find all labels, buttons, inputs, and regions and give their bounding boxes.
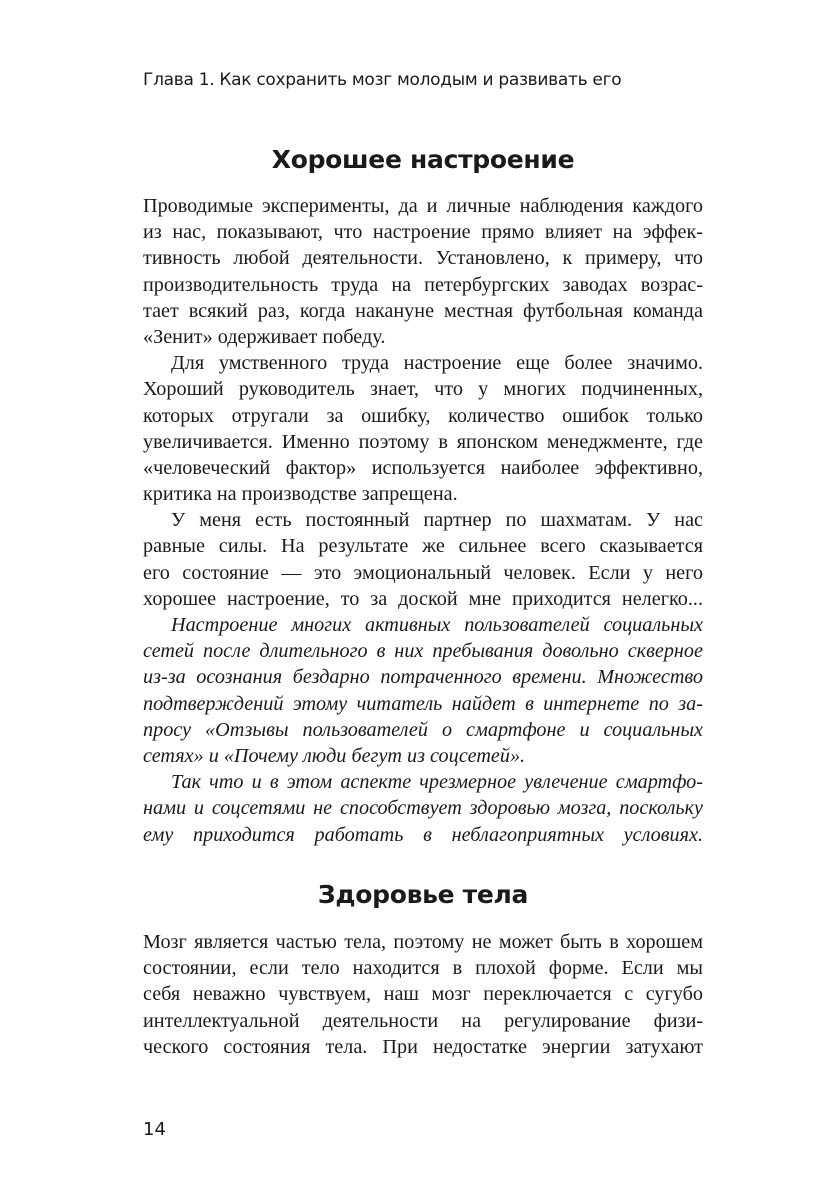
section-title-body-health: Здоровье тела (317, 880, 529, 909)
text-line: просу «Отзывы пользователей о смартфоне и социальных (143, 718, 703, 741)
running-header: Глава 1. Как сохранить мозг молодым и развивать его (143, 70, 622, 90)
text-line: сетях» и «Почему люди бегут из соцсетей». (143, 744, 526, 767)
text-line: тивность любой деятельности. Установлено, к примеру, что (143, 247, 703, 270)
text-line: его состояние — это эмоциональный человек. Если у него (143, 561, 703, 584)
text-line: ему приходится работать в неблагоприятных условиях. (143, 823, 703, 846)
text-line: интеллектуальной деятельности на регулирование физи- (143, 1009, 703, 1032)
text-line: тает всякий раз, когда накануне местная футбольная команда (143, 299, 703, 322)
text-line: У меня есть постоянный партнер по шахматам. У нас (171, 509, 703, 532)
page-number: 14 (143, 1119, 166, 1140)
text-line: Хороший руководитель знает, что у многих подчиненных, (143, 378, 703, 401)
text-line: Для умственного труда настроение еще более значимо. (171, 352, 703, 375)
text-line: нами и соцсетями не способствует здоровью мозга, поскольку (143, 797, 703, 820)
text-line: себя неважно чувствуем, наш мозг переключается с сугубо (143, 983, 703, 1006)
section-title-good-mood: Хорошее настроение (271, 145, 575, 174)
text-line: увеличивается. Именно поэтому в японском менеджменте, где (143, 430, 703, 453)
text-line: Мозг является частью тела, поэтому не может быть в хорошем (143, 931, 703, 953)
text-line: равные силы. На результате же сильнее всего сказывается (143, 535, 703, 558)
text-line: Так что и в этом аспекте чрезмерное увлечение смартфо- (171, 771, 703, 794)
section-body-body-health (143, 929, 703, 1060)
text-line: состоянии, если тело находится в плохой форме. Если мы (143, 957, 703, 980)
text-line: Настроение многих активных пользователей социальных (171, 614, 703, 636)
text-line: которых отругали за ошибку, количество ошибок только (143, 404, 703, 427)
section-body-good-mood (143, 193, 703, 848)
text-line: производительность труда на петербургских заводах возрас- (143, 273, 703, 296)
text-line: Проводимые эксперименты, да и личные наблюдения каждого (143, 195, 703, 217)
text-line: критика на производстве запрещена. (143, 483, 458, 506)
text-line: ческого состояния тела. При недостатке энергии затухают (143, 1035, 703, 1058)
text-line: сетей после длительного в них пребывания довольно скверное (143, 640, 703, 663)
text-line: из-за осознания бездарно потраченного времени. Множество (143, 666, 703, 689)
text-line: хорошее настроение, то за доской мне приходится нелегко... (143, 587, 703, 610)
text-line: из нас, показывают, что настроение прямо влияет на эффек- (143, 221, 703, 244)
text-line: «человеческий фактор» используется наиболее эффективно, (143, 456, 703, 479)
text-line: подтверждений этому читатель найдет в интернете по за- (143, 692, 703, 715)
text-line: «Зенит» одерживает победу. (143, 325, 386, 348)
